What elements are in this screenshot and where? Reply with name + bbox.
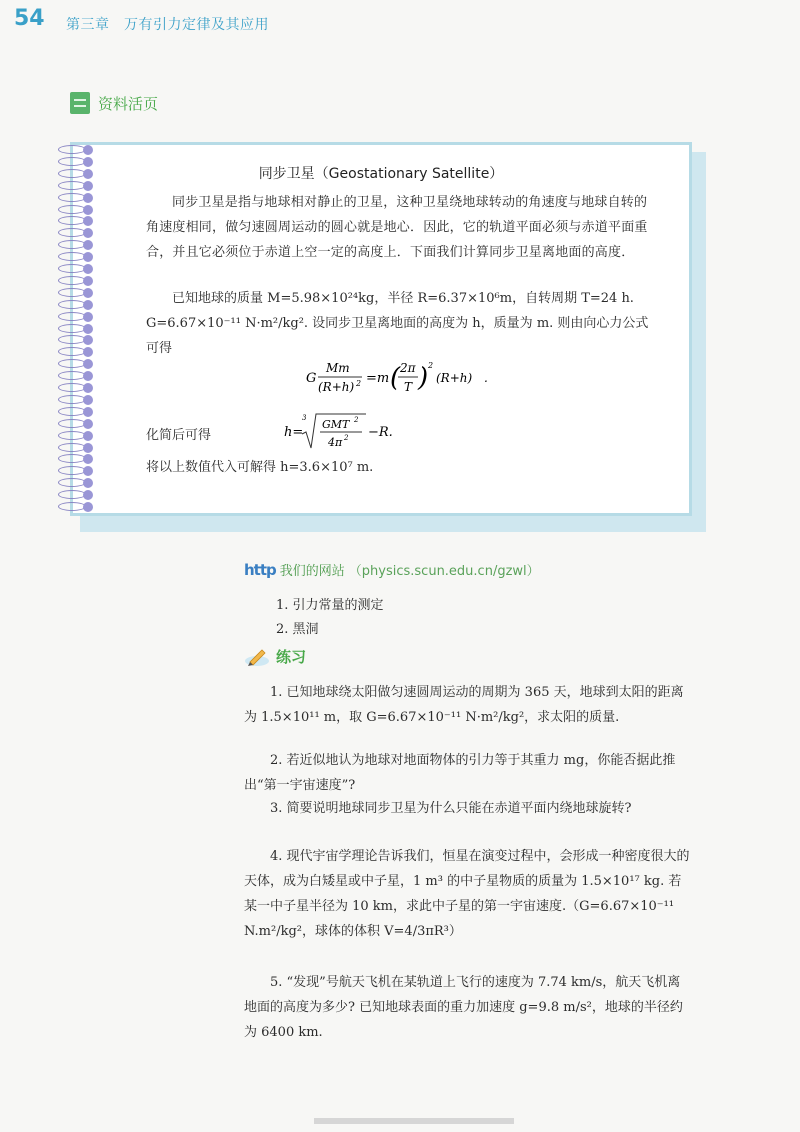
formula-height-svg — [284, 410, 414, 452]
spiral-loop — [58, 335, 86, 344]
spiral-hole — [83, 383, 93, 393]
spiral-hole — [83, 205, 93, 215]
question-item: 4. 现代宇宙学理论告诉我们，恒星在演变过程中，会形成一种密度很大的天体，成为白矮星或中子星，1 m³ 的中子星物质的质量为 1.5×10¹⁷ kg. 若某一中子星半径为 10 km，求此中子星的第一宇宙速度.（G=6.67×10⁻¹¹ N.m²/kg²，球体的体积 V=4/3πR³） — [244, 849, 690, 939]
website-url[interactable]: （physics.scun.edu.cn/gzwl） — [348, 564, 540, 579]
spiral-loop — [58, 228, 86, 237]
spiral-hole — [83, 264, 93, 274]
svg-text:h=: h= — [284, 425, 304, 440]
svg-text:2: 2 — [428, 361, 434, 370]
formula-centripetal-svg — [306, 358, 506, 398]
section-label-text: 资料活页 — [98, 94, 159, 113]
spiral-loop — [58, 193, 86, 202]
spiral-ring — [58, 300, 98, 310]
box-paragraph-2: 已知地球的质量 M=5.98×10²⁴kg，半径 R=6.37×10⁶m，自转周期 T=24 h. G=6.67×10⁻¹¹ N·m²/kg². 设同步卫星离地面的高度为 h，质量为 m. 则由向心力公式可得 — [146, 291, 649, 356]
spiral-hole — [83, 359, 93, 369]
spiral-hole — [83, 312, 93, 322]
spiral-hole — [83, 371, 93, 381]
exercise-title: 练习 — [276, 648, 307, 666]
spiral-hole — [83, 228, 93, 238]
spiral-loop — [58, 371, 86, 380]
footer-bar — [314, 1118, 514, 1124]
spiral-loop — [58, 205, 86, 214]
spiral-hole — [83, 252, 93, 262]
spiral-hole — [83, 324, 93, 334]
svg-text:2: 2 — [356, 379, 362, 388]
spiral-ring — [58, 359, 98, 369]
spiral-loop — [58, 276, 86, 285]
spiral-loop — [58, 502, 86, 511]
spiral-hole — [83, 240, 93, 250]
svg-text:(R+h): (R+h) — [436, 371, 473, 385]
spiral-hole — [83, 276, 93, 286]
spiral-ring — [58, 419, 98, 429]
question-item: 2. 若近似地认为地球对地面物体的引力等于其重力 mg，你能否据此推出“第一宇宙速度”? — [244, 753, 676, 793]
spiral-ring — [58, 454, 98, 464]
spiral-ring — [58, 407, 98, 417]
spiral-hole — [83, 490, 93, 500]
question-item: 3. 简要说明地球同步卫星为什么只能在赤道平面内绕地球旋转? — [270, 801, 632, 816]
link-item[interactable]: 2. 黑洞 — [276, 622, 319, 637]
spiral-loop — [58, 407, 86, 416]
spiral-loop — [58, 216, 86, 225]
page-number: 54 — [14, 6, 45, 31]
formula-height — [284, 410, 414, 456]
spiral-ring — [58, 383, 98, 393]
spiral-hole — [83, 347, 93, 357]
spiral-loop — [58, 312, 86, 321]
spiral-loop — [58, 395, 86, 404]
website-row — [244, 560, 540, 579]
question-item: 5. “发现”号航天飞机在某轨道上飞行的速度为 7.74 km/s，航天飞机离地面的高度为多少? 已知地球表面的重力加速度 g=9.8 m/s²，地球的半径约为 6400 km. — [244, 975, 683, 1040]
svg-text:2π: 2π — [400, 361, 416, 375]
svg-text:Mm: Mm — [326, 361, 350, 375]
svg-text:): ) — [418, 363, 429, 393]
svg-text:GMT: GMT — [322, 418, 350, 431]
section-label — [70, 92, 158, 114]
spiral-hole — [83, 407, 93, 417]
chapter-title: 第三章 万有引力定律及其应用 — [66, 17, 269, 33]
spiral-loop — [58, 324, 86, 333]
spiral-ring — [58, 431, 98, 441]
spiral-hole — [83, 443, 93, 453]
spiral-ring — [58, 478, 98, 488]
spiral-ring — [58, 240, 98, 250]
spiral-hole — [83, 300, 93, 310]
svg-text:(: ( — [390, 363, 401, 393]
link-item[interactable]: 1. 引力常量的测定 — [276, 598, 384, 613]
spiral-hole — [83, 193, 93, 203]
svg-text:2: 2 — [344, 434, 349, 442]
spiral-loop — [58, 454, 86, 463]
svg-text:G: G — [306, 371, 317, 386]
svg-text:2: 2 — [354, 416, 359, 424]
spiral-hole — [83, 145, 93, 155]
spiral-loop — [58, 240, 86, 249]
svg-text:=m: =m — [366, 371, 390, 386]
svg-text:(R+h): (R+h) — [318, 380, 355, 394]
spiral-ring — [58, 502, 98, 512]
svg-text:4π: 4π — [328, 436, 343, 449]
spiral-hole — [83, 335, 93, 345]
spiral-hole — [83, 431, 93, 441]
exercise-heading — [244, 646, 306, 667]
spiral-hole — [83, 216, 93, 226]
spiral-loop — [58, 288, 86, 297]
spiral-ring — [58, 371, 98, 381]
svg-text:−R.: −R. — [368, 425, 393, 440]
spiral-ring — [58, 252, 98, 262]
spiral-ring — [58, 145, 98, 155]
spiral-ring — [58, 335, 98, 345]
spiral-loop — [58, 359, 86, 368]
spiral-ring — [58, 264, 98, 274]
box-title: 同步卫星（Geostationary Satellite） — [258, 166, 504, 182]
spiral-hole — [83, 419, 93, 429]
simplify-label: 化简后可得 — [146, 428, 212, 443]
spiral-loop — [58, 347, 86, 356]
spiral-binding — [58, 145, 98, 515]
spiral-loop — [58, 252, 86, 261]
spiral-ring — [58, 193, 98, 203]
spiral-ring — [58, 228, 98, 238]
svg-text:.: . — [484, 371, 488, 385]
spiral-ring — [58, 324, 98, 334]
spiral-ring — [58, 443, 98, 453]
spiral-ring — [58, 347, 98, 357]
question-item: 1. 已知地球绕太阳做匀速圆周运动的周期为 365 天，地球到太阳的距离为 1.5×10¹¹ m，取 G=6.67×10⁻¹¹ N·m²/kg²，求太阳的质量. — [244, 685, 684, 725]
spiral-loop — [58, 466, 86, 475]
spiral-hole — [83, 288, 93, 298]
spiral-ring — [58, 466, 98, 476]
pencil-icon — [244, 647, 270, 667]
box-result: 将以上数值代入可解得 h=3.6×10⁷ m. — [146, 460, 374, 475]
svg-text:T: T — [404, 380, 413, 394]
spiral-ring — [58, 395, 98, 405]
spiral-ring — [58, 276, 98, 286]
formula-centripetal — [306, 358, 506, 402]
http-logo-icon: http — [244, 560, 276, 579]
svg-text:3: 3 — [302, 414, 307, 422]
page-header — [0, 0, 800, 44]
spiral-hole — [83, 466, 93, 476]
spiral-loop — [58, 264, 86, 273]
spiral-ring — [58, 288, 98, 298]
spiral-loop — [58, 478, 86, 487]
spiral-loop — [58, 145, 86, 154]
spiral-hole — [83, 502, 93, 512]
spiral-ring — [58, 205, 98, 215]
box-paragraph-1: 同步卫星是指与地球相对静止的卫星，这种卫星绕地球转动的角速度与地球自转的角速度相同，做匀速圆周运动的圆心就是地心．因此，它的轨道平面必须与赤道平面重合，并且它必须位于赤道上空一定的高度上．下面我们计算同步卫星离地面的高度． — [146, 195, 648, 260]
spiral-ring — [58, 490, 98, 500]
spiral-loop — [58, 431, 86, 440]
spiral-loop — [58, 443, 86, 452]
spiral-loop — [58, 383, 86, 392]
document-icon — [70, 92, 90, 114]
spiral-ring — [58, 312, 98, 322]
spiral-hole — [83, 454, 93, 464]
spiral-loop — [58, 419, 86, 428]
spiral-loop — [58, 300, 86, 309]
website-label: 我们的网站 — [279, 564, 345, 579]
spiral-loop — [58, 490, 86, 499]
spiral-hole — [83, 395, 93, 405]
spiral-hole — [83, 478, 93, 488]
spiral-ring — [58, 216, 98, 226]
